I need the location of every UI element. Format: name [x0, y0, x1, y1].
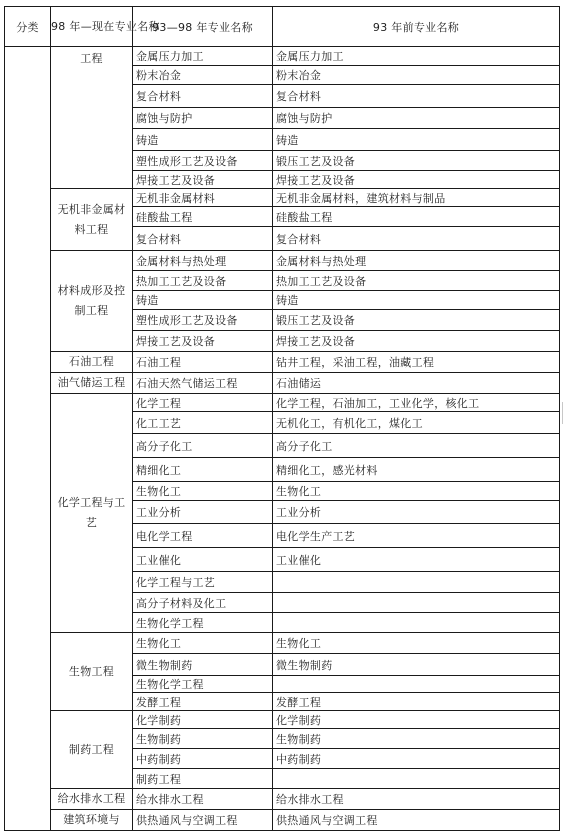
mid-major-cell: 化学工程	[133, 394, 273, 412]
table-row	[5, 711, 560, 729]
header-current-major: 98 年—现在专业名称	[51, 7, 133, 47]
old-major-cell: 发酵工程	[273, 693, 560, 711]
current-major-cell: 工程	[51, 47, 133, 189]
current-major-cell: 无机非金属材料工程	[51, 189, 133, 251]
old-major-cell: 焊接工艺及设备	[273, 171, 560, 189]
page-edge-mark	[562, 402, 566, 424]
table-row	[5, 352, 560, 373]
mid-major-cell: 发酵工程	[133, 693, 273, 711]
current-major-cell: 制药工程	[51, 711, 133, 789]
category-cell	[5, 47, 51, 831]
mid-major-cell: 金属压力加工	[133, 47, 273, 66]
header-pre-1993-major: 93 年前专业名称	[273, 7, 560, 47]
mid-major-cell: 工业催化	[133, 548, 273, 572]
table-row	[5, 251, 560, 271]
table-row	[5, 633, 560, 654]
old-major-cell: 电化学生产工艺	[273, 524, 560, 548]
current-major-cell: 材料成形及控制工程	[51, 251, 133, 352]
current-major-cell: 生物工程	[51, 633, 133, 711]
mid-major-cell: 石油天然气储运工程	[133, 373, 273, 394]
mid-major-cell: 中药制药	[133, 749, 273, 769]
old-major-cell: 精细化工，感光材料	[273, 458, 560, 482]
mid-major-cell: 制药工程	[133, 769, 273, 789]
table-row	[5, 810, 560, 831]
mid-major-cell: 生物化工	[133, 633, 273, 654]
mid-major-cell: 金属材料与热处理	[133, 251, 273, 271]
old-major-cell: 复合材料	[273, 85, 560, 108]
old-major-cell: 石油储运	[273, 373, 560, 394]
table-row	[5, 47, 560, 66]
mid-major-cell: 塑性成形工艺及设备	[133, 310, 273, 331]
mid-major-cell: 热加工工艺及设备	[133, 271, 273, 291]
old-major-cell: 高分子化工	[273, 434, 560, 458]
mid-major-cell: 高分子化工	[133, 434, 273, 458]
mid-major-cell: 腐蚀与防护	[133, 108, 273, 129]
mid-major-cell: 给水排水工程	[133, 789, 273, 810]
mid-major-cell: 工业分析	[133, 501, 273, 524]
mid-major-cell: 复合材料	[133, 227, 273, 251]
table-header-row	[5, 7, 560, 47]
table-row	[5, 789, 560, 810]
header-category: 分类	[5, 7, 51, 47]
mid-major-cell: 焊接工艺及设备	[133, 331, 273, 352]
old-major-cell	[273, 593, 560, 613]
old-major-cell: 腐蚀与防护	[273, 108, 560, 129]
mid-major-cell: 供热通风与空调工程	[133, 810, 273, 831]
mid-major-cell: 精细化工	[133, 458, 273, 482]
old-major-cell: 无机非金属材料，建筑材料与制品	[273, 189, 560, 207]
mid-major-cell: 电化学工程	[133, 524, 273, 548]
old-major-cell: 锻压工艺及设备	[273, 151, 560, 171]
old-major-cell: 铸造	[273, 291, 560, 310]
old-major-cell: 硅酸盐工程	[273, 207, 560, 227]
current-major-cell: 给水排水工程	[51, 789, 133, 810]
old-major-cell: 给水排水工程	[273, 789, 560, 810]
old-major-cell: 金属压力加工	[273, 47, 560, 66]
old-major-cell	[273, 572, 560, 593]
old-major-cell: 热加工工艺及设备	[273, 271, 560, 291]
table-row	[5, 394, 560, 412]
header-1993-1998-major: 93—98 年专业名称	[133, 7, 273, 47]
old-major-cell	[273, 769, 560, 789]
mid-major-cell: 化学制药	[133, 711, 273, 729]
old-major-cell: 铸造	[273, 129, 560, 151]
mid-major-cell: 复合材料	[133, 85, 273, 108]
mid-major-cell: 生物制药	[133, 729, 273, 749]
mid-major-cell: 微生物制药	[133, 654, 273, 676]
mid-major-cell: 铸造	[133, 129, 273, 151]
mid-major-cell: 粉末冶金	[133, 66, 273, 85]
old-major-cell: 工业分析	[273, 501, 560, 524]
mid-major-cell: 无机非金属材料	[133, 189, 273, 207]
old-major-cell	[273, 613, 560, 633]
mid-major-cell: 焊接工艺及设备	[133, 171, 273, 189]
mid-major-cell: 塑性成形工艺及设备	[133, 151, 273, 171]
old-major-cell: 微生物制药	[273, 654, 560, 676]
current-major-cell: 化学工程与工艺	[51, 394, 133, 633]
table-body	[5, 47, 560, 831]
old-major-cell: 焊接工艺及设备	[273, 331, 560, 352]
major-mapping-table	[4, 6, 560, 831]
mid-major-cell: 铸造	[133, 291, 273, 310]
mid-major-cell: 高分子材料及化工	[133, 593, 273, 613]
current-major-cell: 油气储运工程	[51, 373, 133, 394]
mid-major-cell: 硅酸盐工程	[133, 207, 273, 227]
mid-major-cell: 生物化工	[133, 482, 273, 501]
current-major-cell: 石油工程	[51, 352, 133, 373]
mid-major-cell: 生物化学工程	[133, 676, 273, 693]
old-major-cell: 供热通风与空调工程	[273, 810, 560, 831]
old-major-cell: 粉末冶金	[273, 66, 560, 85]
old-major-cell: 复合材料	[273, 227, 560, 251]
old-major-cell: 金属材料与热处理	[273, 251, 560, 271]
table-row	[5, 189, 560, 207]
mid-major-cell: 化工工艺	[133, 412, 273, 434]
old-major-cell: 工业催化	[273, 548, 560, 572]
old-major-cell: 无机化工，有机化工，煤化工	[273, 412, 560, 434]
mid-major-cell: 生物化学工程	[133, 613, 273, 633]
old-major-cell: 钻井工程，采油工程，油藏工程	[273, 352, 560, 373]
mid-major-cell: 石油工程	[133, 352, 273, 373]
old-major-cell: 化学制药	[273, 711, 560, 729]
old-major-cell: 生物化工	[273, 482, 560, 501]
old-major-cell: 锻压工艺及设备	[273, 310, 560, 331]
old-major-cell	[273, 676, 560, 693]
old-major-cell: 生物制药	[273, 729, 560, 749]
old-major-cell: 生物化工	[273, 633, 560, 654]
old-major-cell: 化学工程，石油加工，工业化学，核化工	[273, 394, 560, 412]
current-major-cell: 建筑环境与	[51, 810, 133, 831]
table-row	[5, 373, 560, 394]
mid-major-cell: 化学工程与工艺	[133, 572, 273, 593]
old-major-cell: 中药制药	[273, 749, 560, 769]
